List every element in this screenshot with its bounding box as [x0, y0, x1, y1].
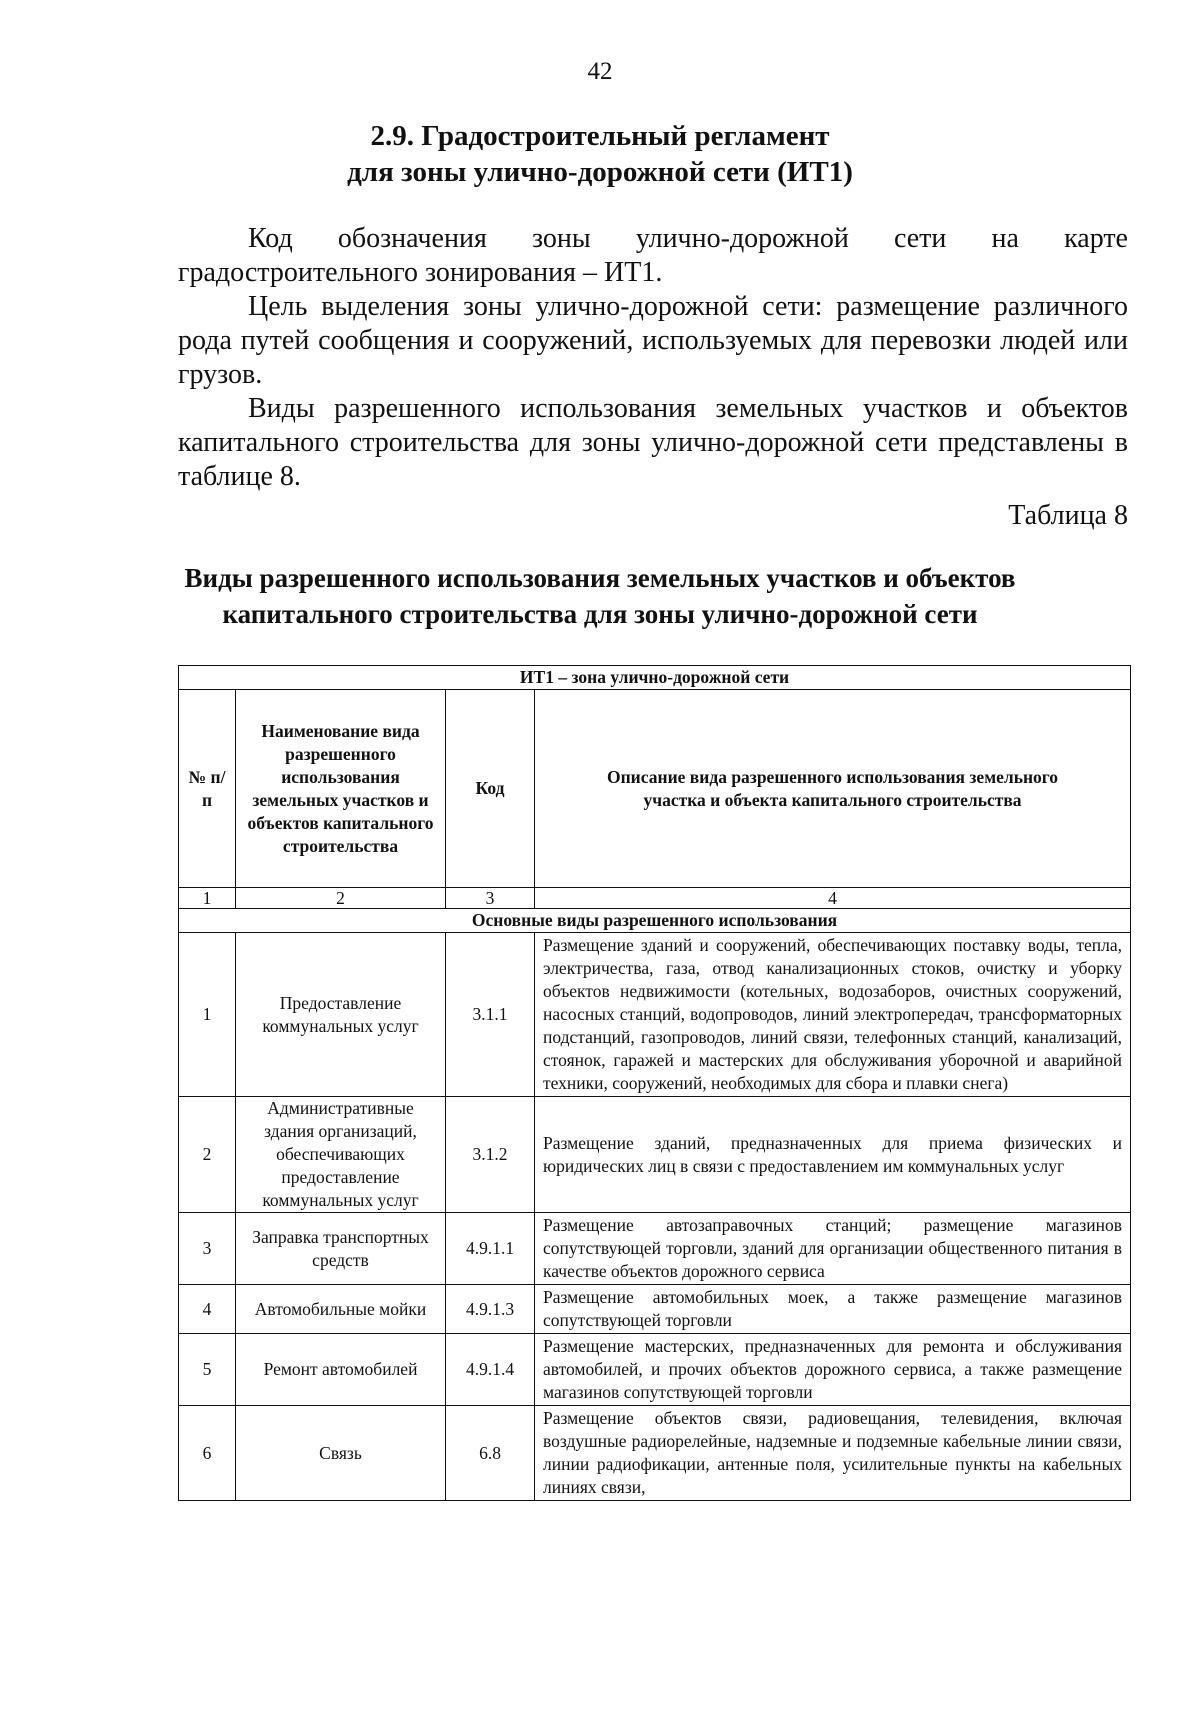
row-description: Размещение объектов связи, радиовещания, телевидения, включая воздушные радиорелейные, надземные и подземные кабельные линии связи, линии радиофикации, антенные поля, усилительные пункты на кабельных линиях связи, — [535, 1406, 1131, 1501]
row-name: Предоставление коммунальных услуг — [236, 933, 446, 1097]
group-label: Основные виды разрешенного использования — [179, 909, 1131, 933]
page-number: 42 — [587, 58, 613, 85]
column-number: 1 — [179, 888, 236, 909]
row-code: 3.1.1 — [446, 933, 535, 1097]
table-heading-line-1: Виды разрешенного использования земельных участков и объектов — [184, 563, 1016, 593]
paragraph-table-reference: Виды разрешенного использования земельных участков и объектов капитального строительства для зоны улично-дорожной сети представлены в таблице 8. — [178, 393, 1128, 492]
paragraph-zone-code: Код обозначения зоны улично-дорожной сети на карте градостроительного зонирования – ИТ1. — [178, 223, 1128, 288]
row-description: Размещение автомобильных моек, а также размещение магазинов сопутствующей торговли — [535, 1285, 1131, 1334]
zone-header-row — [179, 666, 1131, 690]
row-num: 3 — [179, 1213, 236, 1285]
row-name: Ремонт автомобилей — [236, 1334, 446, 1406]
row-name: Автомобильные мойки — [236, 1285, 446, 1334]
row-description: Размещение зданий и сооружений, обеспечивающих поставку воды, тепла, электричества, газа, отвод канализационных стоков, очистку и уборку объектов недвижимости (котельных, водозаборов, очистных сооружений, насосных станций, водопроводов, линий электропередач, трансформаторных подстанций, газопроводов, линий связи, телефонных станций, канализаций, стоянок, гаражей и мастерских для обслуживания уборочной и аварийной техники, сооружений, необходимых для сбора и плавки снега) — [535, 933, 1131, 1097]
group-row — [179, 909, 1131, 933]
row-code: 4.9.1.4 — [446, 1334, 535, 1406]
table-row — [179, 1334, 1131, 1406]
table-row — [179, 1285, 1131, 1334]
table-row — [179, 1406, 1131, 1501]
table-row — [179, 1097, 1131, 1213]
row-description: Размещение автозаправочных станций; размещение магазинов сопутствующей торговли, зданий для организации общественного питания в качестве объектов дорожного сервиса — [535, 1213, 1131, 1285]
column-number: 2 — [236, 888, 446, 909]
table-row — [179, 1213, 1131, 1285]
section-title — [0, 118, 1200, 190]
header-code: Код — [446, 690, 535, 888]
row-num: 2 — [179, 1097, 236, 1213]
header-num: № п/п — [179, 690, 236, 888]
row-code: 6.8 — [446, 1406, 535, 1501]
row-description: Размещение мастерских, предназначенных для ремонта и обслуживания автомобилей, и прочих объектов дорожного сервиса, а также размещение магазинов сопутствующей торговли — [535, 1334, 1131, 1406]
table-caption: Таблица 8 — [1008, 500, 1128, 531]
row-name: Заправка транспортных средств — [236, 1213, 446, 1285]
row-code: 4.9.1.3 — [446, 1285, 535, 1334]
column-number: 4 — [535, 888, 1131, 909]
row-num: 6 — [179, 1406, 236, 1501]
land-use-table — [178, 665, 1131, 1501]
column-number: 3 — [446, 888, 535, 909]
table-heading-line-2: капитального строительства для зоны улично-дорожной сети — [222, 599, 978, 629]
paragraph-zone-purpose: Цель выделения зоны улично-дорожной сети: размещение различного рода путей сообщения и сооружений, используемых для перевозки людей или грузов. — [178, 291, 1128, 390]
table-heading — [0, 560, 1200, 632]
row-num: 1 — [179, 933, 236, 1097]
column-numbers-row — [179, 888, 1131, 909]
header-name: Наименование вида разрешенного использования земельных участков и объектов капитального строительства — [236, 690, 446, 888]
row-num: 4 — [179, 1285, 236, 1334]
body-text — [178, 222, 1128, 494]
row-num: 5 — [179, 1334, 236, 1406]
row-code: 3.1.2 — [446, 1097, 535, 1213]
zone-header: ИТ1 – зона улично-дорожной сети — [179, 666, 1131, 690]
section-title-line-2: для зоны улично-дорожной сети (ИТ1) — [347, 156, 853, 188]
row-name: Административные здания организаций, обеспечивающих предоставление коммунальных услуг — [236, 1097, 446, 1213]
table-header-row — [179, 690, 1131, 888]
row-description: Размещение зданий, предназначенных для приема физических и юридических лиц в связи с предоставлением им коммунальных услуг — [535, 1097, 1131, 1213]
section-title-line-1: 2.9. Градостроительный регламент — [370, 120, 830, 152]
header-description: Описание вида разрешенного использования земельного участка и объекта капитального строительства — [535, 690, 1131, 888]
row-code: 4.9.1.1 — [446, 1213, 535, 1285]
row-name: Связь — [236, 1406, 446, 1501]
table-row — [179, 933, 1131, 1097]
